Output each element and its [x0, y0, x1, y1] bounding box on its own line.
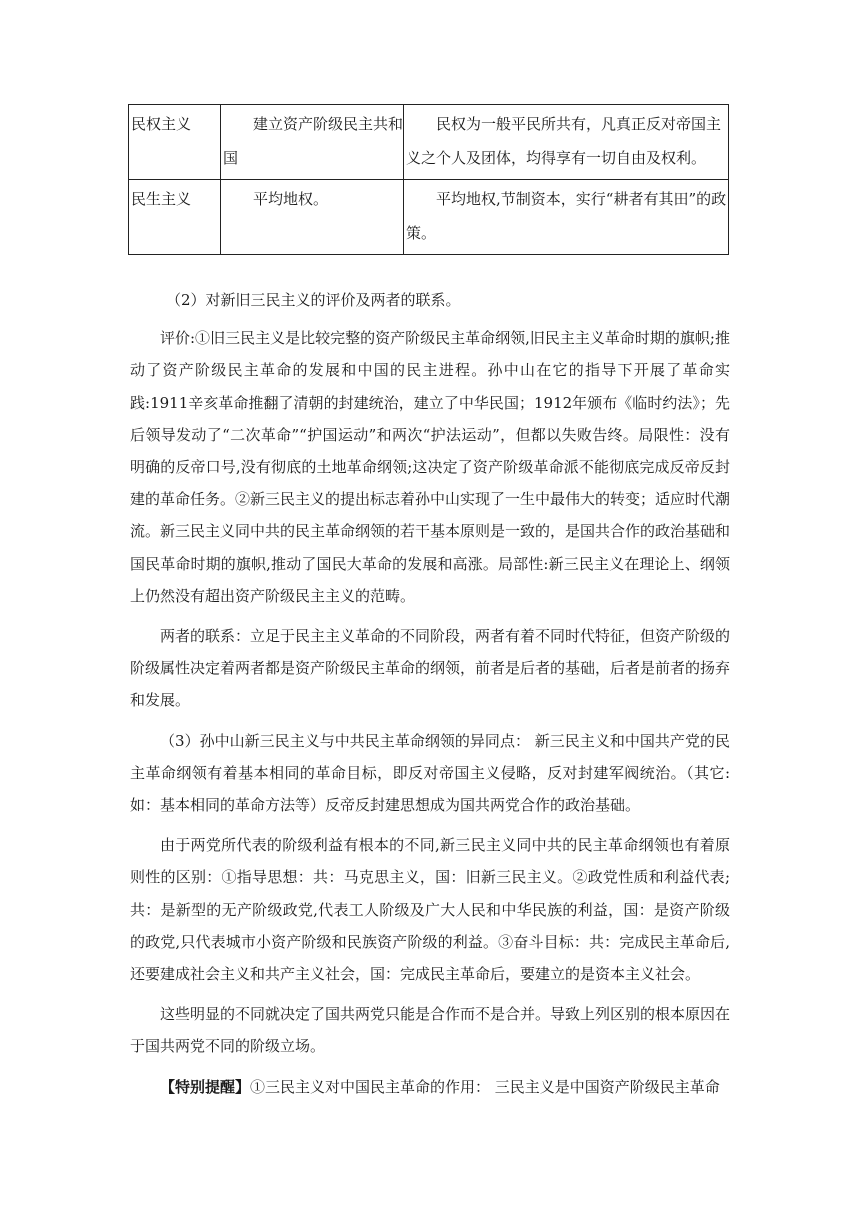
reminder-paragraph	[130, 1071, 730, 1103]
table-cell-new: 民权为一般平民所共有，凡真正反对帝国主义之个人及团体，均得享有一切自由及权利。	[404, 105, 729, 180]
reminder-label: 【特别提醒】	[160, 1077, 251, 1096]
three-principles-table	[128, 104, 729, 255]
table-cell-old: 平均地权。	[221, 180, 404, 255]
table-cell-principle: 民权主义	[129, 105, 221, 180]
table-row	[129, 105, 729, 180]
reminder-text: ①三民主义对中国民主革命的作用： 三民主义是中国资产阶级民主革命	[250, 1077, 720, 1096]
body-text	[130, 284, 730, 1111]
differences-paragraph: 由于两党所代表的阶级利益有根本的不同,新三民主义同中共的民主革命纲领也有着原则性的区别：①指导思想：共：马克思主义，国：旧新三民主义。②政党性质和利益代表;共：是新型的无产阶级政党,代表工人阶级及广大人民和中华民族的利益，国：是资产阶级的政党,只代表城市小资产阶级和民族资产阶级的利益。③奋斗目标：共：完成民主革命后,还要建成社会主义和共产主义社会，国：完成民主革命后，要建立的是资本主义社会。	[130, 836, 730, 984]
similarities-paragraph: （3）孙中山新三民主义与中共民主革命纲领的异同点： 新三民主义和中国共产党的民主革命纲领有着基本相同的革命目标，即反对帝国主义侵略，反对封建军阀统治。（其它:如：基本相同的革命方法等）反帝反封建思想成为国共两党合作的政治基础。	[130, 731, 730, 815]
section-heading: （2）对新旧三民主义的评价及两者的联系。	[166, 291, 461, 309]
connection-paragraph: 两者的联系：立足于民主主义革命的不同阶段，两者有着不同时代特征，但资产阶级的阶级属性决定着两者都是资产阶级民主革命的纲领，前者是后者的基础，后者是前者的扬弃和发展。	[130, 627, 731, 710]
table-cell-principle: 民生主义	[129, 180, 221, 255]
table-cell-new: 平均地权,节制资本，实行“耕者有其田”的政策。	[404, 180, 729, 255]
evaluation-paragraph: 评价:①旧三民主义是比较完整的资产阶级民主革命纲领,旧民主主义革命时期的旗帜;推动了资产阶级民主革命的发展和中国的民主进程。孙中山在它的指导下开展了革命实践:1911辛亥革命推翻了清朝的封建统治，建立了中华民国；1912年颁布《临时约法》；先后领导发动了“二次革命”“护国运动”和两次“护法运动”，但都以失败告终。局限性：没有明确的反帝口号,没有彻底的土地革命纲领;这决定了资产阶级革命派不能彻底完成反帝反封建的革命任务。②新三民主义的提出标志着孙中山实现了一生中最伟大的转变；适应时代潮流。新三民主义同中共的民主革命纲领的若干基本原则是一致的，是国共合作的政治基础和国民革命时期的旗帜,推动了国民大革命的发展和高涨。局部性:新三民主义在理论上、纲领上仍然没有超出资产阶级民主主义的范畴。	[130, 329, 731, 605]
table-cell-old: 建立资产阶级民主共和国	[221, 105, 404, 180]
conclusion-paragraph: 这些明显的不同就决定了国共两党只能是合作而不是合并。导致上列区别的根本原因在于国共两党不同的阶级立场。	[130, 1005, 731, 1056]
table-row	[129, 180, 729, 255]
